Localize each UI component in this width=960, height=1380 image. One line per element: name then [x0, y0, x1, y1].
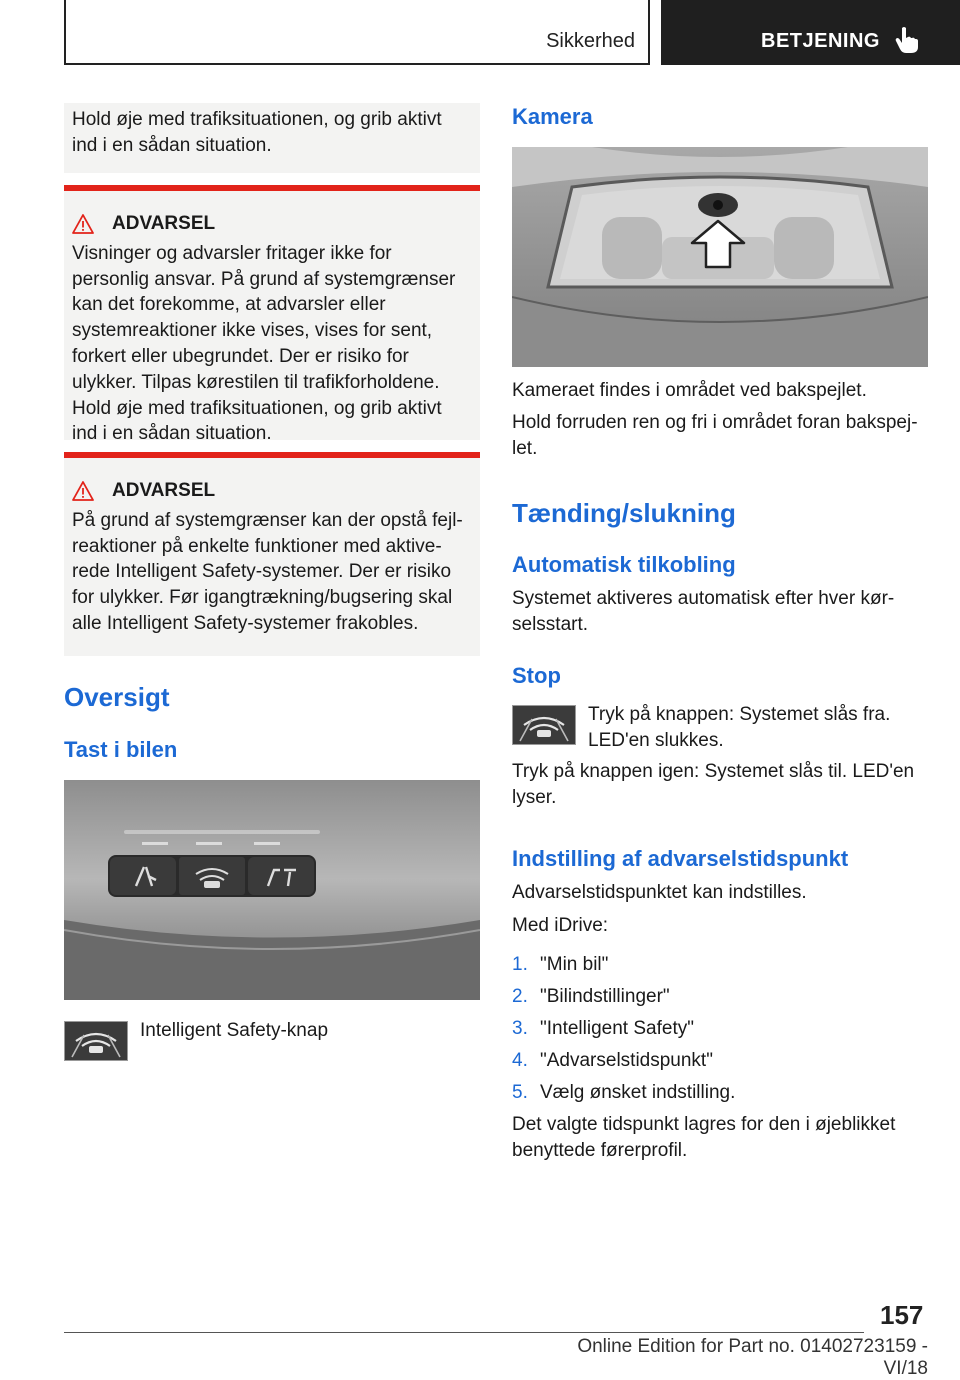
list-item: 2. "Bilindstillinger"	[512, 986, 670, 1007]
warning-text: Visninger og advarsler fritager ikke for personlig ansvar. På grund af systemgrænser kan det forekomme, at advarsler eller systemreaktioner ikke vises, vises for sent, forkert eller ubegrundet. Der er risiko for ulykker. Tilpas kørestilen til trafikforholdene. Hold øje med trafiksituationen, og grib aktivt ind i en sådan situation.	[72, 242, 456, 445]
camera-location-photo	[512, 147, 928, 367]
section-heading-overview: Oversigt	[64, 682, 170, 712]
warning-triangle-icon	[72, 214, 94, 234]
warning-box-2	[64, 458, 480, 656]
camera-text-1: Kameraet findes i området ved bakspejlet.	[512, 380, 867, 401]
warning-title: ADVARSEL	[112, 480, 216, 501]
button-panel-photo	[64, 780, 480, 1000]
header-rule-left	[64, 0, 66, 64]
warning-title: ADVARSEL	[112, 213, 216, 234]
page-number: 157	[880, 1300, 924, 1330]
list-item: 4. "Advarselstidspunkt"	[512, 1050, 713, 1071]
header-chapter-label: BETJENING	[761, 30, 880, 52]
list-item: 5. Vælg ønsket indstilling.	[512, 1082, 736, 1103]
subsection-heading-buttons: Tast i bilen	[64, 737, 178, 762]
warning-box-1	[64, 191, 480, 445]
stop-text-1: Tryk på knappen: Systemet slås fra. LED'en slukkes.	[588, 704, 891, 751]
pointing-hand-icon	[894, 26, 920, 54]
warning-triangle-icon	[72, 481, 94, 501]
final-text: Det valgte tidspunkt lagres for den i øjeblikket benyttede førerprofil.	[512, 1114, 896, 1161]
note-text: Hold øje med trafiksituationen, og grib aktivt ind i en sådan situation.	[72, 109, 442, 156]
steps-list	[512, 953, 928, 1113]
note-box	[64, 103, 480, 173]
subsection-heading-auto: Automatisk tilkobling	[512, 552, 736, 577]
idrive-text: Med iDrive:	[512, 915, 609, 936]
header-rule-separator	[648, 0, 650, 64]
header-chapter-tab[interactable]	[661, 0, 960, 65]
camera-text-2: Hold forruden ren og fri i området foran bakspejlet.	[512, 412, 918, 459]
section-heading-on-off: Tænding/slukning	[512, 498, 736, 528]
header-section-title: Sikkerhed	[546, 30, 635, 52]
auto-text: Systemet aktiveres automatisk efter hver kørselsstart.	[512, 588, 895, 635]
subsection-heading-stop: Stop	[512, 663, 561, 688]
button-caption: Intelligent Safety-knap	[140, 1020, 329, 1041]
subsection-heading-timing: Indstilling af advarselstidspunkt	[512, 846, 849, 871]
section-heading-camera: Kamera	[512, 104, 593, 129]
footer-rule	[64, 1332, 864, 1333]
timing-text: Advarselstidspunktet kan indstilles.	[512, 882, 807, 903]
header-rule-bottom	[64, 63, 650, 65]
list-item: 1. "Min bil"	[512, 954, 609, 975]
intelligent-safety-button-icon	[512, 705, 576, 745]
stop-text-2: Tryk på knappen igen: Systemet slås til. LED'en lyser.	[512, 761, 915, 808]
footer-edition: Online Edition for Part no. 01402723159 - VI/18	[577, 1336, 928, 1379]
list-item: 3. "Intelligent Safety"	[512, 1018, 694, 1039]
warning-text: På grund af systemgrænser kan der opstå fejlreaktioner på enkelte funktioner med aktiverede Intelligent Safety-systemer. Der er risiko for ulykker. Før igangtrækning/bugsering skal alle Intelligent Safety-systemer frakobles.	[72, 509, 463, 634]
intelligent-safety-button-icon	[64, 1021, 128, 1061]
